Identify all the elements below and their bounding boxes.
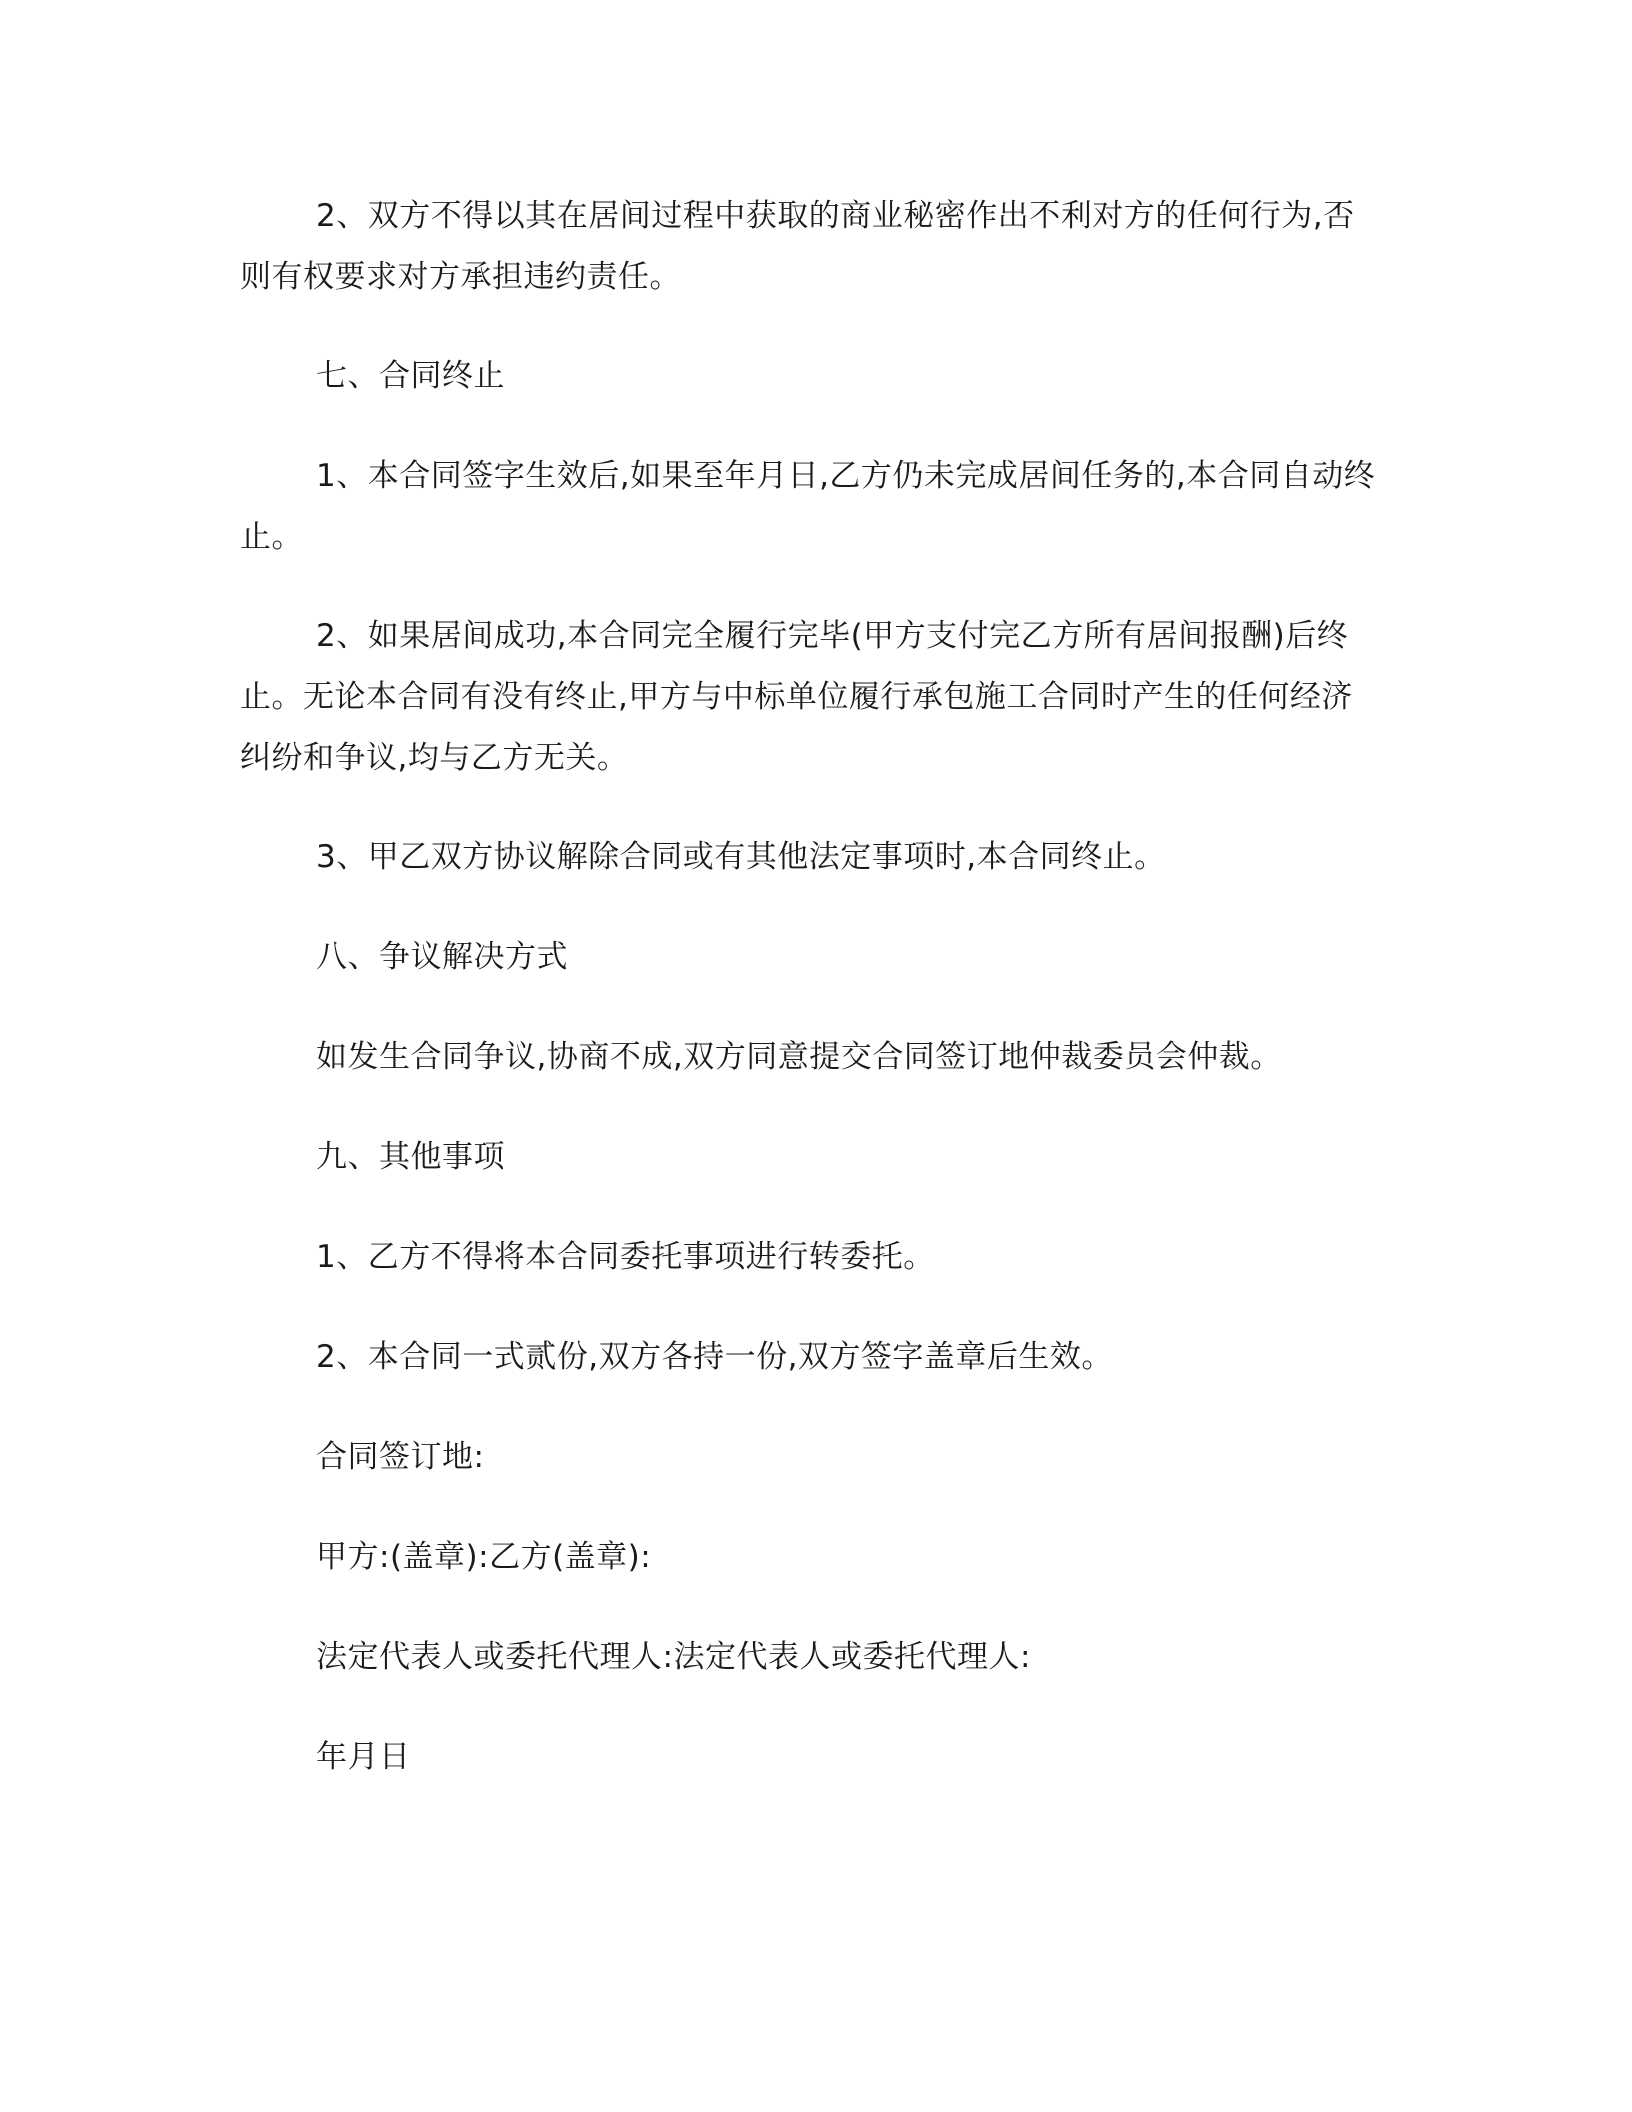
- paragraph-line: [0, 614, 1632, 658]
- section-heading-text: 九、其他事项: [316, 1139, 505, 1175]
- section-heading: [0, 1135, 1632, 1179]
- parties-seal-line: [0, 1535, 1632, 1579]
- paragraph-line: [0, 1335, 1632, 1379]
- section-heading: [0, 354, 1632, 398]
- paragraph-text: 2、如果居间成功,本合同完全履行完毕(甲方支付完乙方所有居间报酬)后终: [316, 618, 1349, 654]
- paragraph-line: [0, 255, 1632, 299]
- signing-place-line: [0, 1435, 1632, 1479]
- paragraph-text: 如发生合同争议,协商不成,双方同意提交合同签订地仲裁委员会仲裁。: [316, 1039, 1282, 1075]
- paragraph-text: 2、本合同一式贰份,双方各持一份,双方签字盖章后生效。: [316, 1339, 1113, 1375]
- date-label: 年月日: [316, 1739, 411, 1775]
- section-heading: [0, 935, 1632, 979]
- section-heading-text: 八、争议解决方式: [316, 939, 568, 975]
- signing-place-label: 合同签订地:: [316, 1439, 485, 1475]
- paragraph-text: 2、双方不得以其在居间过程中获取的商业秘密作出不利对方的任何行为,否: [316, 198, 1355, 234]
- paragraph-text: 止。: [240, 519, 303, 555]
- paragraph-text: 则有权要求对方承担违约责任。: [240, 259, 681, 295]
- paragraph-text: 3、甲乙双方协议解除合同或有其他法定事项时,本合同终止。: [316, 839, 1166, 875]
- parties-seal-label: 甲方:(盖章):乙方(盖章):: [316, 1539, 652, 1575]
- paragraph-line: [0, 194, 1632, 238]
- paragraph-line: [0, 1235, 1632, 1279]
- paragraph-text: 1、本合同签字生效后,如果至年月日,乙方仍未完成居间任务的,本合同自动终: [316, 458, 1376, 494]
- paragraph-line: [0, 454, 1632, 498]
- date-line: [0, 1735, 1632, 1779]
- paragraph-line: [0, 515, 1632, 559]
- paragraph-line: [0, 835, 1632, 879]
- paragraph-line: [0, 1035, 1632, 1079]
- representatives-label: 法定代表人或委托代理人:法定代表人或委托代理人:: [316, 1639, 1031, 1675]
- paragraph-line: [0, 675, 1632, 719]
- section-heading-text: 七、合同终止: [316, 358, 505, 394]
- paragraph-text: 纠纷和争议,均与乙方无关。: [240, 740, 629, 776]
- paragraph-line: [0, 736, 1632, 780]
- paragraph-text: 1、乙方不得将本合同委托事项进行转委托。: [316, 1239, 935, 1275]
- paragraph-text: 止。无论本合同有没有终止,甲方与中标单位履行承包施工合同时产生的任何经济: [240, 679, 1353, 715]
- representatives-line: [0, 1635, 1632, 1679]
